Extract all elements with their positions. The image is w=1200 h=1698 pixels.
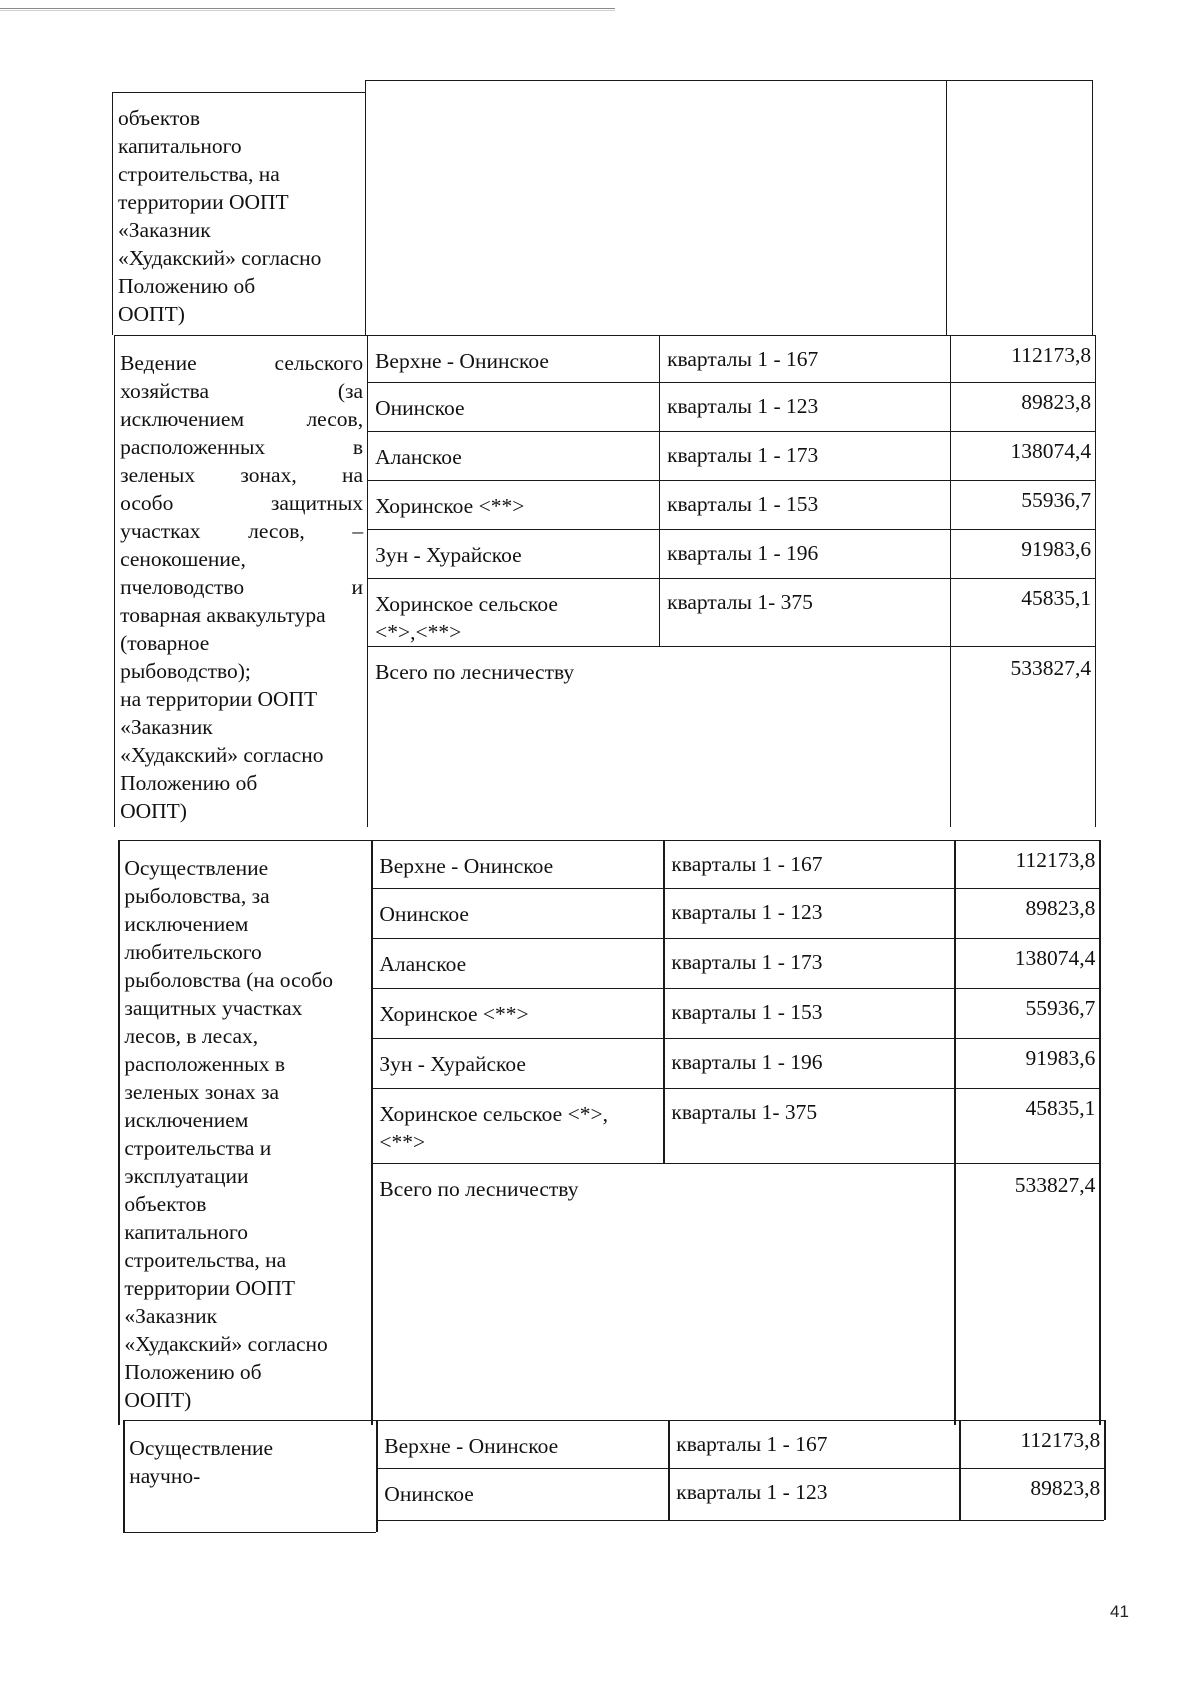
description-line: Положению об <box>124 1360 262 1384</box>
description-line: на территории ООПТ <box>120 687 318 711</box>
top-col1-border <box>365 80 366 335</box>
top-col4-border <box>1092 80 1093 335</box>
group-col4-border <box>1095 335 1096 827</box>
group-col1-border <box>376 1420 377 1520</box>
description-line: капитального <box>124 1220 248 1244</box>
area-value: 55936,7 <box>1025 996 1096 1020</box>
description-line: объектов <box>124 1192 207 1216</box>
forestry-name: Верхне - Онинское <box>384 1434 559 1458</box>
description-line: научно- <box>129 1464 201 1488</box>
row-border <box>367 529 1095 530</box>
forestry-name: Онинское <box>375 396 465 420</box>
forestry-name: Хоринское сельское <*>, <**> <box>379 1102 608 1154</box>
description-line: территории ООПТ <box>124 1276 296 1300</box>
group-col0-border <box>118 840 119 1425</box>
description-line: особо защитных <box>120 491 364 515</box>
quarters-range: кварталы 1- 375 <box>667 590 813 614</box>
row-border <box>371 1163 1099 1164</box>
description-line: Положению об <box>120 771 258 795</box>
description-line: исключением лесов, <box>120 407 364 431</box>
group-col1-border-ext <box>376 1520 377 1532</box>
group-top-border <box>114 335 1095 336</box>
group-col3-border <box>954 840 955 1425</box>
description-line: товарная аквакультура <box>120 603 326 627</box>
description-line: «Заказник <box>124 1304 218 1328</box>
row-border <box>371 938 1099 939</box>
row-col2-border <box>668 1420 669 1468</box>
area-value: 89823,8 <box>1025 896 1096 920</box>
quarters-range: кварталы 1 - 196 <box>667 541 819 565</box>
description-line: эксплуатации <box>124 1164 249 1188</box>
row-col2-border <box>659 335 660 382</box>
row-border <box>371 988 1099 989</box>
row-col2-border <box>659 382 660 431</box>
description-line: Ведение сельского <box>120 351 364 375</box>
area-value: 138074,4 <box>1010 439 1092 463</box>
description-line: рыболовства (на особо <box>124 968 334 992</box>
row-col2-border <box>663 938 664 988</box>
row-border <box>371 1038 1099 1039</box>
forestry-name: Зун - Хурайское <box>379 1052 526 1076</box>
description-line: «Заказник <box>118 218 211 242</box>
row-col2-border <box>659 431 660 480</box>
activity-description <box>124 854 367 1414</box>
group-col4-border <box>1104 1420 1105 1520</box>
description-line: рыбоводство); <box>120 659 251 683</box>
quarters-range: кварталы 1 - 123 <box>671 900 823 924</box>
activity-description <box>120 349 363 825</box>
area-value: 89823,8 <box>1021 390 1092 414</box>
forestry-name: Хоринское <**> <box>375 494 525 518</box>
area-value: 112173,8 <box>1020 1428 1101 1452</box>
description-line: строительства, на <box>124 1248 287 1272</box>
page-number: 41 <box>1110 1602 1129 1621</box>
forestry-name: Зун - Хурайское <box>375 543 522 567</box>
area-value: 112173,8 <box>1015 848 1096 872</box>
quarters-range: кварталы 1 - 173 <box>671 950 823 974</box>
quarters-range: кварталы 1- 375 <box>671 1100 818 1124</box>
area-value: 89823,8 <box>1030 1476 1101 1500</box>
description-line: любительского <box>124 940 262 964</box>
forestry-name: Верхне - Онинское <box>375 349 549 373</box>
quarters-range: кварталы 1 - 173 <box>667 443 819 467</box>
description-line: «Худакский» согласно <box>124 1332 328 1356</box>
row-col2-border <box>663 888 664 938</box>
table-bottom-desc-border <box>123 1532 376 1533</box>
description-line: расположенных в <box>120 435 364 459</box>
forestry-name: Хоринское <**> <box>379 1002 529 1026</box>
row-col2-border <box>663 1038 664 1088</box>
description-line: хозяйства (за <box>120 379 364 403</box>
description-line: пчеловодство и <box>120 575 364 599</box>
description-line: объектов <box>118 106 200 130</box>
description-line: рыболовства, за <box>124 884 270 908</box>
description-line: капитального <box>118 134 242 158</box>
activity-description <box>129 1434 372 1490</box>
row-col2-border <box>663 840 664 888</box>
group-col0-border <box>123 1420 124 1520</box>
area-value: 112173,8 <box>1011 343 1092 367</box>
group-col1-border <box>367 335 368 827</box>
quarters-range: кварталы 1 - 167 <box>667 347 819 371</box>
group-col1-border <box>371 840 372 1425</box>
row-border <box>371 888 1099 889</box>
description-line: «Худакский» согласно <box>120 743 324 767</box>
description-line: исключением <box>124 1108 249 1132</box>
quarters-range: кварталы 1 - 153 <box>667 492 819 516</box>
row-col2-border <box>659 529 660 578</box>
forestry-name: Аланское <box>375 445 462 469</box>
description-line: Положению об <box>118 274 256 298</box>
quarters-range: кварталы 1 - 123 <box>676 1480 828 1504</box>
description-line: участках лесов, – <box>120 519 364 543</box>
description-line: строительства, на <box>118 162 280 186</box>
description-line: расположенных в <box>124 1052 285 1076</box>
group-top-border <box>118 840 1099 841</box>
row-border <box>367 431 1095 432</box>
quarters-range: кварталы 1 - 167 <box>671 852 823 876</box>
description-line: «Заказник <box>120 715 213 739</box>
area-value: 91983,6 <box>1021 537 1092 561</box>
group-col3-border <box>950 335 951 827</box>
description-line: зеленых зонах, на <box>120 463 364 487</box>
row-col2-border <box>659 578 660 646</box>
total-label: Всего по лесничеству <box>375 660 575 684</box>
quarters-range: кварталы 1 - 167 <box>676 1432 828 1456</box>
quarters-range: кварталы 1 - 153 <box>671 1000 823 1024</box>
area-value: 55936,7 <box>1021 488 1092 512</box>
row-border <box>367 480 1095 481</box>
row-border <box>376 1520 1104 1521</box>
description-line: территории ООПТ <box>118 190 289 214</box>
forestry-name: Онинское <box>384 1482 474 1506</box>
row-col2-border <box>663 1088 664 1163</box>
description-line: лесов, в лесах, <box>124 1024 259 1048</box>
row-border <box>367 382 1095 383</box>
description-line: (товарное <box>120 631 210 655</box>
description-line: «Худакский» согласно <box>118 246 322 270</box>
top-desc-border <box>112 92 365 93</box>
description-line: зеленых зонах за <box>124 1080 280 1104</box>
row-col2-border <box>663 988 664 1038</box>
area-value: 45835,1 <box>1025 1096 1096 1120</box>
top-border <box>365 80 1093 81</box>
quarters-range: кварталы 1 - 123 <box>667 394 819 418</box>
description-line: ООПТ) <box>120 799 187 823</box>
row-border <box>367 578 1095 579</box>
forestry-name: Онинское <box>379 902 469 926</box>
description-line: исключением <box>124 912 249 936</box>
total-area-value: 533827,4 <box>1010 656 1092 680</box>
description-line: ООПТ) <box>118 302 185 326</box>
forestry-name: Хоринское сельское <*>,<**> <box>375 592 558 644</box>
description-line: Осуществление <box>124 856 269 880</box>
description-line: строительства и <box>124 1136 272 1160</box>
group-col0-border-ext <box>123 1520 124 1532</box>
forestry-name: Верхне - Онинское <box>379 854 554 878</box>
area-value: 91983,6 <box>1025 1046 1096 1070</box>
group-col0-border <box>114 335 115 827</box>
area-value: 45835,1 <box>1021 586 1092 610</box>
forestry-name: Аланское <box>379 952 467 976</box>
area-value: 138074,4 <box>1014 946 1096 970</box>
description-line: защитных участках <box>124 996 303 1020</box>
group-col4-border <box>1099 840 1100 1425</box>
row-border <box>371 1088 1099 1089</box>
total-area-value: 533827,4 <box>1014 1173 1096 1197</box>
row-col2-border <box>659 480 660 529</box>
group-top-border <box>123 1420 1104 1421</box>
row-border <box>367 646 1095 647</box>
row-border <box>376 1468 1104 1469</box>
top-col0-border <box>112 92 113 335</box>
description-line: Осуществление <box>129 1436 274 1460</box>
description-line: ООПТ) <box>124 1388 192 1412</box>
top-col3-border <box>946 80 947 335</box>
row-col2-border <box>668 1468 669 1520</box>
description-line: сенокошение, <box>120 547 246 571</box>
quarters-range: кварталы 1 - 196 <box>671 1050 823 1074</box>
total-label: Всего по лесничеству <box>379 1177 579 1201</box>
group-col3-border <box>959 1420 960 1520</box>
